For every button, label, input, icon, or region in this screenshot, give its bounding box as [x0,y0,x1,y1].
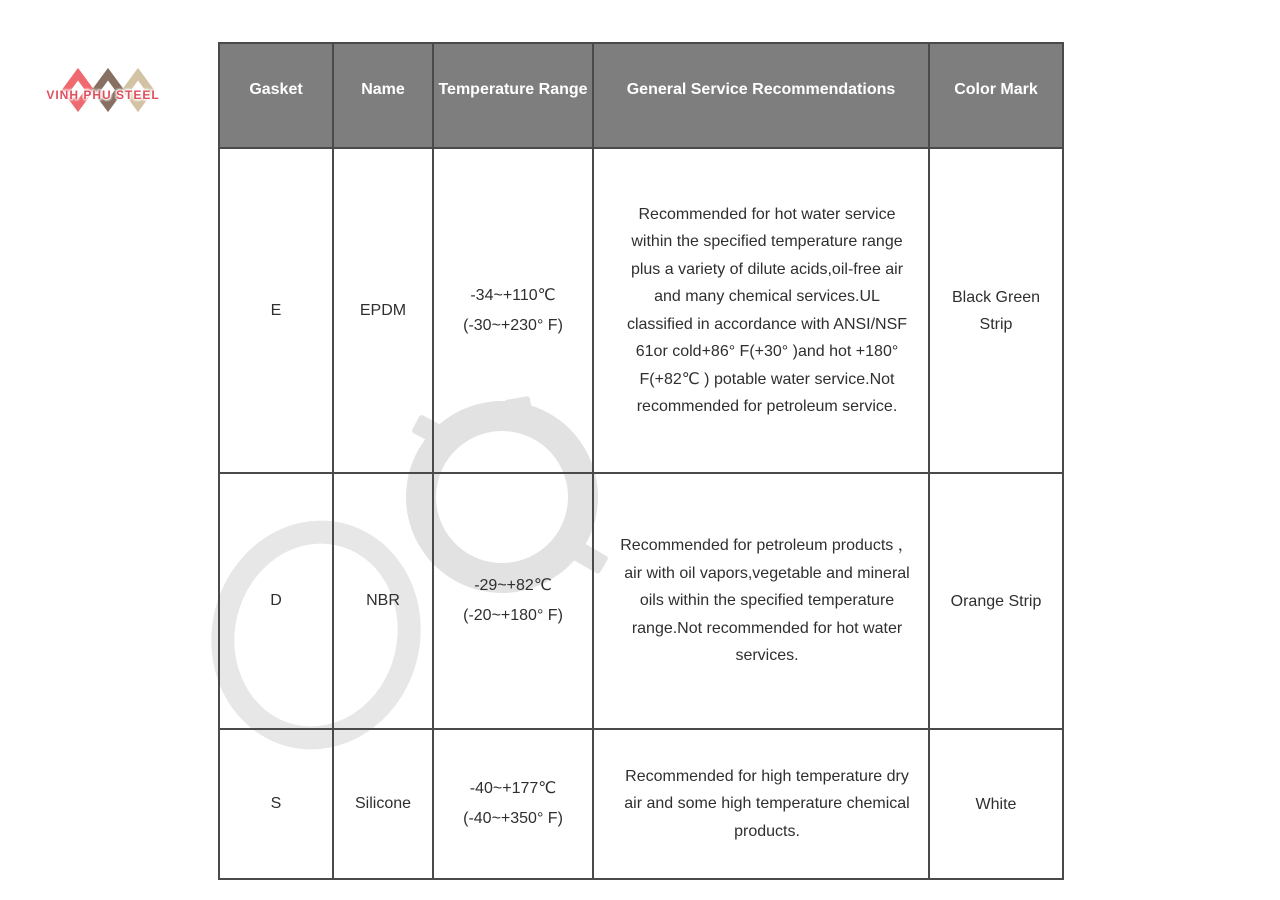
recommendation-cell: Recommended for petroleum products ，air with oil vapors,vegetable and mineral oils within the specified temperature range.Not recommended for hot water services. [593,473,929,729]
gasket-name-cell: Silicone [333,729,433,879]
column-header-color-mark: Color Mark [929,43,1063,148]
gasket-code-cell: S [219,729,333,879]
temp-celsius: -34~+110℃ [470,286,556,304]
gasket-name-cell: EPDM [333,148,433,473]
color-mark-cell: White [929,729,1063,879]
recommendation-cell: Recommended for high temperature dry air and some high temperature chemical products. [593,729,929,879]
column-header-general-service-recommendations: General Service Recommendations [593,43,929,148]
temp-celsius: -29~+82℃ [474,577,552,594]
temp-fahrenheit: (-30~+230° F) [463,316,563,334]
temperature-range-cell [433,473,593,729]
gasket-spec-table [218,42,1064,880]
table-row-nbr [219,473,1063,729]
temp-fahrenheit: (-40~+350° F) [463,810,563,827]
column-header-gasket: Gasket [219,43,333,148]
temperature-range-cell [433,148,593,473]
gasket-code-cell: D [219,473,333,729]
color-mark-cell: Orange Strip [929,473,1063,729]
table-row-silicone [219,729,1063,879]
column-header-name: Name [333,43,433,148]
recommendation-cell: Recommended for hot water service within the specified temperature range plus a variety of dilute acids,oil-free air and many chemical services.UL classified in accordance with ANSI/NSF 61or cold+86° F(+30° )and hot +180° F(+82℃ ) potable water service.Not recommended for petroleum service. [593,148,929,473]
company-logo [28,28,178,123]
header-row [219,43,1063,148]
temperature-range-cell [433,729,593,879]
temp-celsius: -40~+177℃ [469,780,557,797]
color-mark-cell: Black Green Strip [929,148,1063,473]
table-row-epdm [219,148,1063,473]
temp-fahrenheit: (-20~+180° F) [463,607,563,624]
gasket-code-cell: E [219,148,333,473]
logo-text: VINH PHU STEEL [46,88,160,102]
gasket-name-cell: NBR [333,473,433,729]
column-header-temperature-range: Temperature Range [433,43,593,148]
